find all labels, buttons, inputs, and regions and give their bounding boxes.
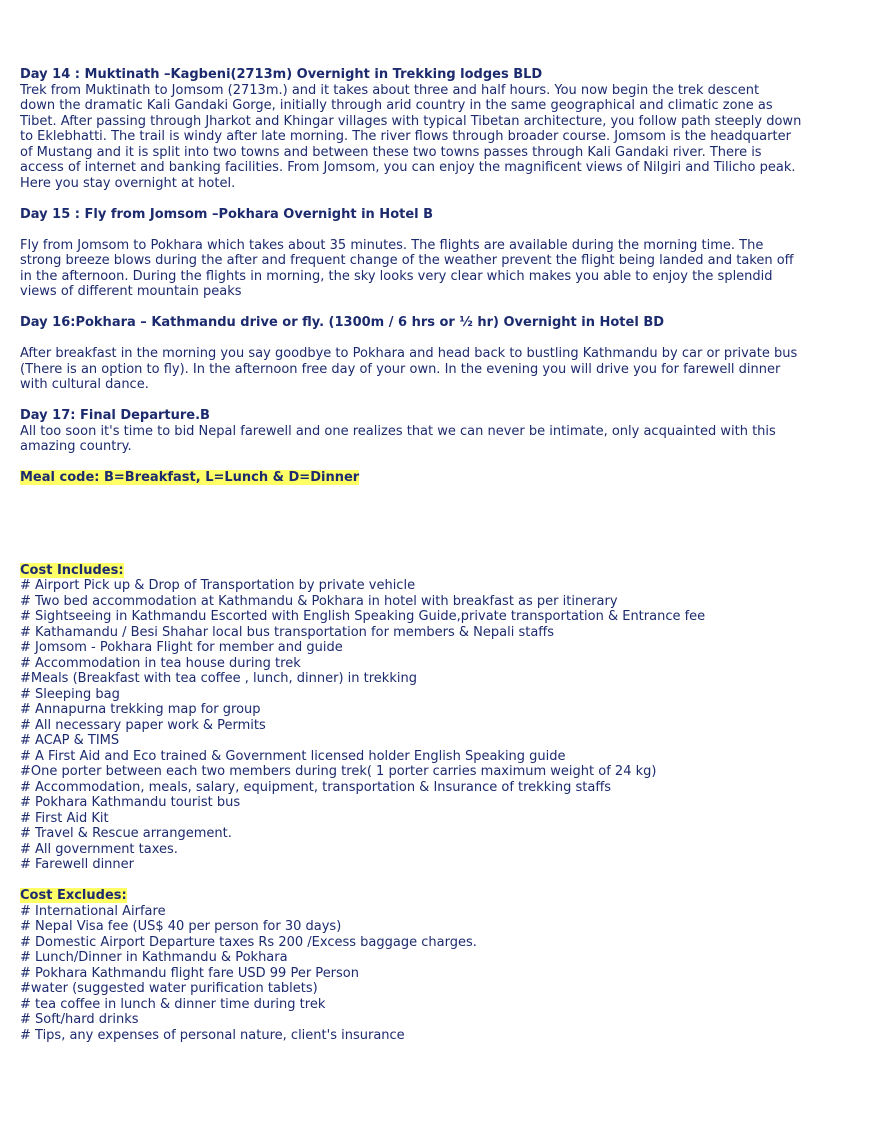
cost-includes-section	[20, 563, 850, 873]
list-item: # Annapurna trekking map for group	[20, 702, 261, 717]
list-item: # Airport Pick up & Drop of Transportation by private vehicle	[20, 578, 416, 593]
list-item: # Sightseeing in Kathmandu Escorted with English Speaking Guide,private transportation & Entrance fee	[20, 609, 706, 624]
list-item: # Domestic Airport Departure taxes Rs 200 /Excess baggage charges.	[20, 934, 477, 950]
paragraph-line: views of different mountain peaks	[20, 284, 242, 299]
list-item: # All necessary paper work & Permits	[20, 717, 266, 733]
cost-excludes-section	[20, 888, 850, 1043]
list-item: # Pokhara Kathmandu flight fare USD 99 Per Person	[20, 965, 359, 981]
paragraph-line: access of internet and banking facilities. From Jomsom, you can enjoy the magnificent views of Nilgiri and Tilicho peak.	[20, 160, 796, 175]
list-item: # Kathamandu / Besi Shahar local bus transportation for members & Nepali staffs	[20, 624, 555, 640]
list-item: # Accommodation in tea house during trek	[20, 655, 301, 671]
list-item: # A First Aid and Eco trained & Government licensed holder English Speaking guide	[20, 748, 566, 764]
day-15-section	[20, 207, 850, 300]
list-item: # All government taxes.	[20, 841, 178, 857]
cost-excludes-title: Cost Excludes:	[20, 888, 127, 903]
paragraph-line: to Eklebhatti. The trail is windy after late morning. The river flows through broader course. Jomsom is the headquarter	[20, 129, 791, 144]
list-item: # Two bed accommodation at Kathmandu & Pokhara in hotel with breakfast as per itinerary	[20, 593, 618, 609]
paragraph-line: strong breeze blows during the after and frequent change of the weather prevent the flight being landed and taken off	[20, 253, 794, 268]
meal-code: Meal code: B=Breakfast, L=Lunch & D=Dinner	[20, 470, 360, 485]
paragraph-line: After breakfast in the morning you say goodbye to Pokhara and head back to bustling Kathmandu by car or private bus	[20, 346, 798, 361]
paragraph-line: of Mustang and it is split into two towns and between these two towns passes through Kali Gandaki river. There is	[20, 144, 762, 160]
paragraph-line: Trek from Muktinath to Jomsom (2713m.) and it takes about three and half hours. You now begin the trek descent	[20, 82, 760, 98]
list-item: # ACAP & TIMS	[20, 733, 120, 748]
day-17-section	[20, 408, 850, 455]
list-item: # Nepal Visa fee (US$ 40 per person for 30 days)	[20, 919, 342, 934]
list-item: # Sleeping bag	[20, 686, 120, 702]
list-item: # Accommodation, meals, salary, equipment, transportation & Insurance of trekking staffs	[20, 779, 612, 795]
list-item: # Farewell dinner	[20, 857, 135, 872]
list-item: # International Airfare	[20, 903, 166, 919]
cost-includes-title: Cost Includes:	[20, 562, 124, 578]
day-16-section	[20, 315, 850, 393]
list-item: # Soft/hard drinks	[20, 1012, 139, 1027]
list-item: # Pokhara Kathmandu tourist bus	[20, 795, 241, 810]
list-item: # tea coffee in lunch & dinner time during trek	[20, 996, 326, 1012]
paragraph-line: down the dramatic Kali Gandaki Gorge, initially through arid country in the same geographical and climatic zone as	[20, 98, 773, 113]
paragraph-line: Tibet. After passing through Jharkot and Khingar villages with typical Tibetan architecture, you follow path steeply down	[20, 113, 802, 129]
list-item: #One porter between each two members during trek( 1 porter carries maximum weight of 24 kg)	[20, 764, 657, 779]
list-item: #Meals (Breakfast with tea coffee , lunch, dinner) in trekking	[20, 671, 417, 686]
document-page	[20, 67, 850, 1043]
paragraph-line: Fly from Jomsom to Pokhara which takes about 35 minutes. The flights are available during the morning time. The	[20, 237, 764, 253]
day-heading: Day 17: Final Departure.B	[20, 408, 210, 423]
list-item: # Travel & Rescue arrangement.	[20, 826, 232, 841]
paragraph-line: (There is an option to fly). In the afternoon free day of your own. In the evening you will drive you for farewell dinner	[20, 361, 781, 377]
day-14-section	[20, 67, 850, 191]
day-heading: Day 16:Pokhara – Kathmandu drive or fly. (1300m / 6 hrs or ½ hr) Overnight in Hotel BD	[20, 315, 665, 330]
paragraph-line: amazing country.	[20, 439, 132, 454]
list-item: #water (suggested water purification tablets)	[20, 981, 318, 996]
list-item: # First Aid Kit	[20, 810, 109, 826]
day-heading: Day 14 : Muktinath –Kagbeni(2713m) Overnight in Trekking lodges BLD	[20, 67, 543, 82]
paragraph-line: with cultural dance.	[20, 377, 149, 392]
list-item: # Lunch/Dinner in Kathmandu & Pokhara	[20, 950, 288, 965]
paragraph-line: All too soon it's time to bid Nepal farewell and one realizes that we can never be intimate, only acquainted with this	[20, 423, 776, 439]
paragraph-line: Here you stay overnight at hotel.	[20, 175, 236, 191]
paragraph-line: in the afternoon. During the flights in morning, the sky looks very clear which makes you able to enjoy the splendid	[20, 268, 773, 284]
list-item: # Jomsom - Pokhara Flight for member and guide	[20, 640, 343, 655]
list-item: # Tips, any expenses of personal nature, client's insurance	[20, 1027, 405, 1043]
day-heading: Day 15 : Fly from Jomsom –Pokhara Overnight in Hotel B	[20, 206, 434, 222]
